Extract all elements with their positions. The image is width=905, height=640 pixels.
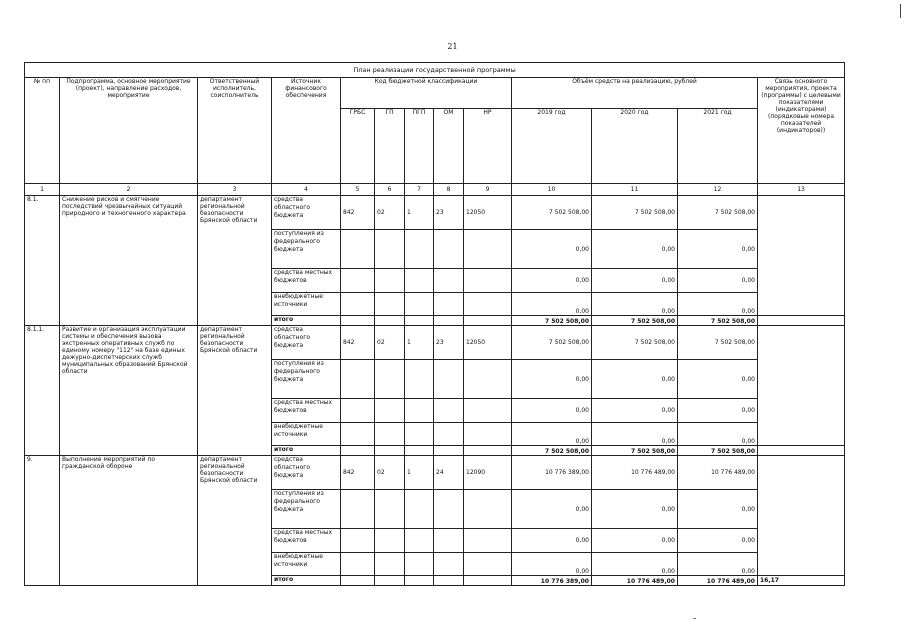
row-activity-name: Развитие и организация эксплуатации системы и обеспечения вызова экстренных оперативных служб по единому номеру "112" на базе единых дежурно-диспетчерских служб муниципальных образований Брянской области bbox=[60, 326, 198, 456]
amount-2020: 10 776 489,00 bbox=[592, 456, 678, 490]
empty-cell bbox=[375, 269, 405, 293]
indicator-link-cell bbox=[758, 456, 845, 576]
source-regional: средства областного бюджета bbox=[272, 456, 341, 490]
empty-cell bbox=[405, 576, 434, 586]
source-federal: поступления из федерального бюджета bbox=[272, 360, 341, 399]
empty-cell bbox=[375, 399, 405, 423]
column-number: 5 bbox=[341, 184, 375, 196]
empty-cell bbox=[341, 399, 375, 423]
code-pgp: 1 bbox=[405, 326, 434, 360]
row-executor: департамент региональной безопасности Брянской области bbox=[198, 456, 272, 586]
empty-cell bbox=[464, 446, 512, 456]
empty-cell bbox=[375, 360, 405, 399]
total-2021: 7 502 508,00 bbox=[678, 446, 758, 456]
row-activity-name: Снижение рисков и смягчение последствий чрезвычайных ситуаций природного и техногенного характера bbox=[60, 196, 198, 326]
empty-cell bbox=[464, 360, 512, 399]
amount-2020: 0,00 bbox=[592, 230, 678, 269]
empty-cell bbox=[434, 360, 464, 399]
empty-cell bbox=[341, 446, 375, 456]
total-2021: 10 776 489,00 bbox=[678, 576, 758, 586]
indicator-link-cell bbox=[758, 326, 845, 446]
empty-cell bbox=[405, 316, 434, 326]
header-gp: ГП bbox=[375, 109, 405, 184]
source-external: внебюджетные источники bbox=[272, 553, 341, 576]
column-number: 2 bbox=[60, 184, 198, 196]
empty-cell bbox=[405, 399, 434, 423]
header-grbs: ГРБС bbox=[341, 109, 375, 184]
column-number-row bbox=[25, 184, 845, 196]
program-plan-table bbox=[24, 62, 845, 586]
row-executor: департамент региональной безопасности Брянской области bbox=[198, 326, 272, 456]
empty-cell bbox=[464, 316, 512, 326]
total-2019: 7 502 508,00 bbox=[512, 316, 592, 326]
source-regional: средства областного бюджета bbox=[272, 326, 341, 360]
empty-cell bbox=[341, 230, 375, 269]
column-number: 3 bbox=[198, 184, 272, 196]
indicator-link-cell bbox=[758, 196, 845, 316]
column-number: 4 bbox=[272, 184, 341, 196]
amount-2019: 0,00 bbox=[512, 399, 592, 423]
header-num: № пп bbox=[25, 78, 60, 184]
amount-2020: 0,00 bbox=[592, 529, 678, 553]
amount-2019: 10 776 389,00 bbox=[512, 456, 592, 490]
empty-cell bbox=[375, 446, 405, 456]
empty-cell bbox=[341, 529, 375, 553]
row-number: 8.1. bbox=[25, 196, 60, 326]
empty-cell bbox=[434, 293, 464, 316]
header-row bbox=[25, 78, 845, 109]
amount-2019: 7 502 508,00 bbox=[512, 326, 592, 360]
column-number: 12 bbox=[678, 184, 758, 196]
empty-cell bbox=[405, 553, 434, 576]
code-grbs: 842 bbox=[341, 326, 375, 360]
indicator-link-value: 16,17 bbox=[758, 576, 845, 586]
amount-2020: 7 502 508,00 bbox=[592, 196, 678, 230]
row-number: 9. bbox=[25, 456, 60, 586]
amount-2019: 0,00 bbox=[512, 360, 592, 399]
empty-cell bbox=[434, 490, 464, 529]
header-2020: 2020 год bbox=[592, 109, 678, 184]
code-gp: 02 bbox=[375, 326, 405, 360]
empty-cell bbox=[405, 230, 434, 269]
column-number: 9 bbox=[464, 184, 512, 196]
scan-speck bbox=[693, 618, 696, 619]
amount-2019: 0,00 bbox=[512, 230, 592, 269]
source-federal: поступления из федерального бюджета bbox=[272, 490, 341, 529]
source-external: внебюджетные источники bbox=[272, 423, 341, 446]
empty-cell bbox=[464, 553, 512, 576]
empty-cell bbox=[464, 490, 512, 529]
column-number: 11 bbox=[592, 184, 678, 196]
amount-2021: 0,00 bbox=[678, 553, 758, 576]
table-title: План реализации государственной программы bbox=[25, 63, 845, 78]
empty-cell bbox=[405, 269, 434, 293]
table-row bbox=[25, 326, 845, 360]
code-grbs: 842 bbox=[341, 456, 375, 490]
amount-2021: 0,00 bbox=[678, 293, 758, 316]
empty-cell bbox=[341, 269, 375, 293]
amount-2021: 0,00 bbox=[678, 490, 758, 529]
code-nr: 12050 bbox=[464, 196, 512, 230]
empty-cell bbox=[405, 360, 434, 399]
empty-cell bbox=[375, 576, 405, 586]
empty-cell bbox=[464, 576, 512, 586]
amount-2021: 0,00 bbox=[678, 230, 758, 269]
amount-2019: 0,00 bbox=[512, 293, 592, 316]
margin-mark bbox=[900, 4, 901, 18]
row-executor: департамент региональной безопасности Брянской области bbox=[198, 196, 272, 326]
column-number: 10 bbox=[512, 184, 592, 196]
page-number: 21 bbox=[447, 42, 458, 51]
source-local: средства местных бюджетов bbox=[272, 529, 341, 553]
empty-cell bbox=[375, 230, 405, 269]
amount-2021: 0,00 bbox=[678, 360, 758, 399]
header-2021: 2021 год bbox=[678, 109, 758, 184]
code-grbs: 842 bbox=[341, 196, 375, 230]
total-2019: 10 776 389,00 bbox=[512, 576, 592, 586]
amount-2021: 7 502 508,00 bbox=[678, 326, 758, 360]
row-activity-name: Выполнение мероприятий по гражданской обороне bbox=[60, 456, 198, 586]
header-2019: 2019 год bbox=[512, 109, 592, 184]
column-number: 6 bbox=[375, 184, 405, 196]
code-nr: 12050 bbox=[464, 326, 512, 360]
source-total: итого bbox=[272, 446, 341, 456]
amount-2020: 0,00 bbox=[592, 360, 678, 399]
amount-2021: 7 502 508,00 bbox=[678, 196, 758, 230]
source-local: средства местных бюджетов bbox=[272, 269, 341, 293]
empty-cell bbox=[434, 446, 464, 456]
empty-cell bbox=[341, 553, 375, 576]
empty-cell bbox=[434, 399, 464, 423]
amount-2020: 0,00 bbox=[592, 293, 678, 316]
empty-cell bbox=[434, 269, 464, 293]
empty-cell bbox=[341, 360, 375, 399]
empty-cell bbox=[341, 423, 375, 446]
source-regional: средства областного бюджета bbox=[272, 196, 341, 230]
empty-cell bbox=[434, 576, 464, 586]
table-row bbox=[25, 196, 845, 230]
empty-cell bbox=[464, 230, 512, 269]
header-indicator-link: Связь основного мероприятия, проекта (программы) с целевыми показателями (индикаторами) (порядковые номера показателей (индикаторов)) bbox=[758, 78, 845, 184]
empty-cell bbox=[375, 316, 405, 326]
table-row bbox=[25, 456, 845, 490]
column-number: 13 bbox=[758, 184, 845, 196]
amount-2021: 10 776 489,00 bbox=[678, 456, 758, 490]
empty-cell bbox=[405, 490, 434, 529]
empty-cell bbox=[375, 423, 405, 446]
amount-2020: 0,00 bbox=[592, 269, 678, 293]
indicator-link-value bbox=[758, 446, 845, 456]
source-external: внебюджетные источники bbox=[272, 293, 341, 316]
empty-cell bbox=[464, 423, 512, 446]
table-title-row bbox=[25, 63, 845, 78]
amount-2020: 0,00 bbox=[592, 490, 678, 529]
empty-cell bbox=[464, 529, 512, 553]
code-pgp: 1 bbox=[405, 196, 434, 230]
empty-cell bbox=[464, 399, 512, 423]
column-number: 1 bbox=[25, 184, 60, 196]
empty-cell bbox=[464, 293, 512, 316]
header-source: Источник финансового обеспечения bbox=[272, 78, 341, 184]
header-funding-group: Объём средств на реализацию, рублей bbox=[512, 78, 758, 109]
code-pgp: 1 bbox=[405, 456, 434, 490]
empty-cell bbox=[464, 269, 512, 293]
row-number: 8.1.1. bbox=[25, 326, 60, 456]
header-pgp: ПГП bbox=[405, 109, 434, 184]
empty-cell bbox=[405, 529, 434, 553]
header-name: Подпрограмма, основное мероприятие (проект), направление расходов, мероприятие bbox=[60, 78, 198, 184]
total-2021: 7 502 508,00 bbox=[678, 316, 758, 326]
empty-cell bbox=[375, 553, 405, 576]
amount-2021: 0,00 bbox=[678, 269, 758, 293]
amount-2019: 0,00 bbox=[512, 490, 592, 529]
amount-2021: 0,00 bbox=[678, 399, 758, 423]
total-2020: 10 776 489,00 bbox=[592, 576, 678, 586]
header-om: ОМ bbox=[434, 109, 464, 184]
empty-cell bbox=[375, 529, 405, 553]
code-om: 23 bbox=[434, 196, 464, 230]
amount-2021: 0,00 bbox=[678, 529, 758, 553]
header-executor: Ответственный исполнитель, соисполнитель bbox=[198, 78, 272, 184]
source-total: итого bbox=[272, 316, 341, 326]
code-om: 24 bbox=[434, 456, 464, 490]
empty-cell bbox=[434, 316, 464, 326]
amount-2020: 0,00 bbox=[592, 553, 678, 576]
total-2019: 7 502 508,00 bbox=[512, 446, 592, 456]
code-gp: 02 bbox=[375, 456, 405, 490]
total-2020: 7 502 508,00 bbox=[592, 446, 678, 456]
column-number: 7 bbox=[405, 184, 434, 196]
amount-2019: 0,00 bbox=[512, 269, 592, 293]
amount-2020: 0,00 bbox=[592, 423, 678, 446]
amount-2019: 0,00 bbox=[512, 529, 592, 553]
empty-cell bbox=[434, 553, 464, 576]
empty-cell bbox=[434, 529, 464, 553]
column-number: 8 bbox=[434, 184, 464, 196]
amount-2019: 0,00 bbox=[512, 423, 592, 446]
empty-cell bbox=[375, 490, 405, 529]
amount-2020: 7 502 508,00 bbox=[592, 326, 678, 360]
empty-cell bbox=[341, 490, 375, 529]
source-local: средства местных бюджетов bbox=[272, 399, 341, 423]
empty-cell bbox=[341, 576, 375, 586]
code-gp: 02 bbox=[375, 196, 405, 230]
source-federal: поступления из федерального бюджета bbox=[272, 230, 341, 269]
empty-cell bbox=[405, 446, 434, 456]
empty-cell bbox=[405, 293, 434, 316]
empty-cell bbox=[405, 423, 434, 446]
total-2020: 7 502 508,00 bbox=[592, 316, 678, 326]
source-total: итого bbox=[272, 576, 341, 586]
empty-cell bbox=[341, 316, 375, 326]
header-nr: НР bbox=[464, 109, 512, 184]
indicator-link-value bbox=[758, 316, 845, 326]
empty-cell bbox=[434, 423, 464, 446]
empty-cell bbox=[375, 293, 405, 316]
amount-2021: 0,00 bbox=[678, 423, 758, 446]
amount-2019: 7 502 508,00 bbox=[512, 196, 592, 230]
code-om: 23 bbox=[434, 326, 464, 360]
code-nr: 12090 bbox=[464, 456, 512, 490]
empty-cell bbox=[341, 293, 375, 316]
header-budget-code-group: Код бюджетной классификации bbox=[341, 78, 512, 109]
amount-2020: 0,00 bbox=[592, 399, 678, 423]
amount-2019: 0,00 bbox=[512, 553, 592, 576]
empty-cell bbox=[434, 230, 464, 269]
